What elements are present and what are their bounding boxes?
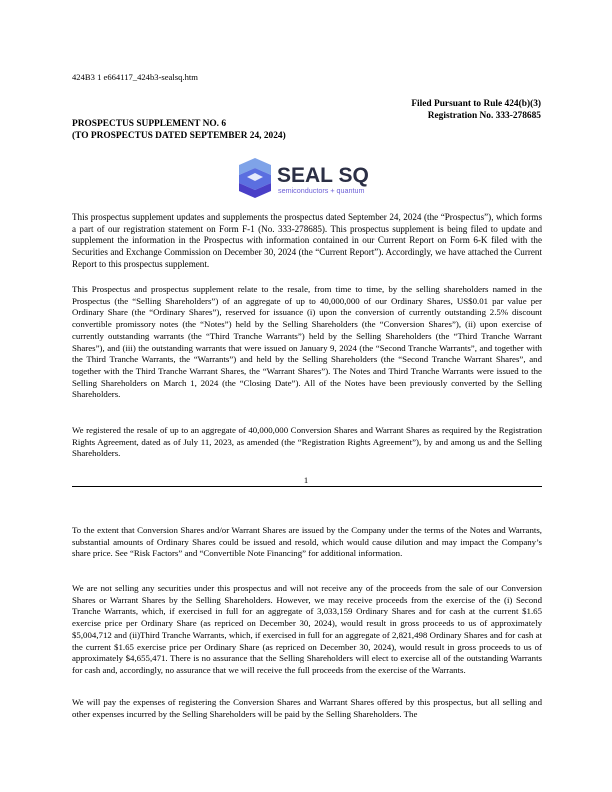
supplement-heading: [72, 118, 286, 143]
filing-info: [411, 98, 541, 123]
paragraph-expenses: We will pay the expenses of registering the Conversion Shares and Warrant Shares offered by this prospectus, but all selling and other expenses incurred by the Selling Shareholders will be paid by the Selling Shareholders. The: [72, 697, 542, 719]
page-number: 1: [303, 475, 309, 485]
seal-sq-logo: [235, 157, 385, 199]
registration-number: Registration No. 333-278685: [427, 111, 541, 122]
logo-tagline: semiconductors + quantum: [278, 186, 365, 195]
logo-wordmark: SEAL SQ: [277, 164, 369, 187]
paragraph-registration: We registered the resale of up to an aggregate of 40,000,000 Conversion Shares and Warrant Shares as required by the Registration Rights Agreement, dated as of July 11, 2023, as amended (the “Registration Rights Agreement”), by and among us and the Selling Shareholders.: [72, 425, 542, 459]
paragraph-resale: This Prospectus and prospectus supplement relate to the resale, from time to time, by the selling shareholders named in the Prospectus (the “Selling Shareholders”) of an aggregate of up to 40,000,000 of our Ordinary Shares, US$0.01 par value per Ordinary Share (the “Ordinary Shares”), reserved for issuance (i) upon the conversion of currently outstanding 2.5% discount convertible promissory notes (the “Notes”) held by the Selling Shareholders (the “Conversion Shares”), (ii) upon exercise of currently outstanding warrants (the “Third Tranche Warrants”) held by the Selling Shareholders (the “Third Tranche Warrant Shares”), and (iii) the outstanding warrants that were issued on January 9, 2024 (the “Second Tranche Warrants”, and together with the Third Tranche Warrants, the “Warrants”) and held by the Selling Shareholders (the “Second Tranche Warrant Shares”, and together with the Third Tranche Warrant Shares, the “Warrant Shares”). The Notes and Third Tranche Warrants were issued to the Selling Shareholders on March 1, 2024 (the “Closing Date”). All of the Notes have been previously converted by the Selling Shareholders.: [72, 284, 542, 400]
paragraph-intro: This prospectus supplement updates and supplements the prospectus dated September 24, 2024 (the “Prospectus”), which forms a part of our registration statement on Form F-1 (No. 333-278685). This prospectus supplement is being filed to update and supplement the information in the Prospectus with information contained in our Current Report on Form 6-K filed with the Securities and Exchange Commission on December 30, 2024 (the “Current Report”). Accordingly, we have attached the Current Report to this prospectus supplement.: [72, 212, 542, 269]
seal-sq-logo-mark: [235, 157, 385, 199]
supplement-subtitle: (TO PROSPECTUS DATED SEPTEMBER 24, 2024): [72, 131, 286, 142]
paragraph-proceeds: We are not selling any securities under this prospectus and will not receive any of the proceeds from the sale of our Conversion Shares or Warrant Shares by the Selling Shareholders. However, we may receive proceeds from the exercise of the (i) Second Tranche Warrants, which, if exercised in full for an aggregate of 3,033,159 Ordinary Shares and for cash at the current $1.65 exercise price per Ordinary Share (as repriced on December 30, 2024), would result in gross proceeds to us of approximately $5,004,712 and (ii)Third Tranche Warrants, which, if exercised in full for an aggregate of 2,821,498 Ordinary Shares and for cash at the current $1.65 exercise price per Ordinary Share (as repriced on December 30, 2024), would result in gross proceeds to us of approximately $4,655,471. There is no assurance that the Selling Shareholders will elect to exercise all of the outstanding Warrants for cash and, accordingly, no assurance that we will receive the full proceeds from the exercise of the Warrants.: [72, 583, 542, 675]
page-divider: [72, 486, 542, 487]
filed-pursuant: Filed Pursuant to Rule 424(b)(3): [411, 99, 541, 109]
file-header: 424B3 1 e664117_424b3-sealsq.htm: [72, 72, 198, 82]
paragraph-dilution: To the extent that Conversion Shares and/or Warrant Shares are issued by the Company under the terms of the Notes and Warrants, substantial amounts of Ordinary Shares could be issued and resold, which would cause dilution and may impact the Company’s share price. See “Risk Factors” and “Convertible Note Financing” for additional information.: [72, 525, 542, 559]
supplement-title: PROSPECTUS SUPPLEMENT NO. 6: [72, 119, 227, 129]
